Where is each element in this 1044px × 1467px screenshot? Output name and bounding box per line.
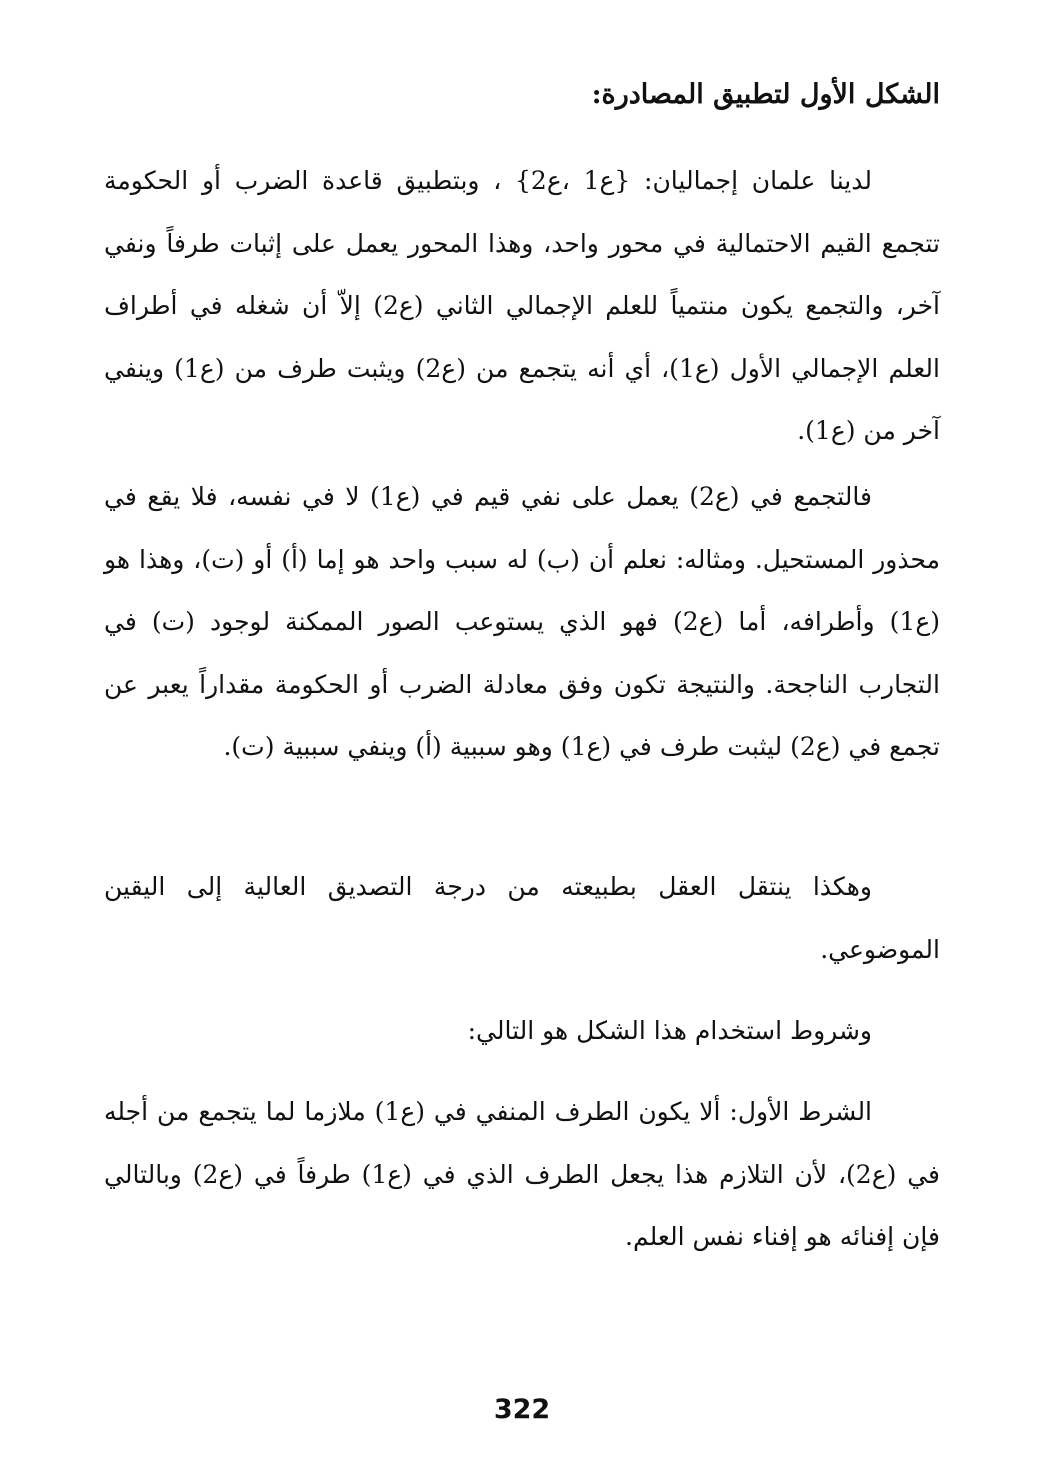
paragraph-2: فالتجمع في (ع2) يعمل على نفي قيم في (ع1) لا في نفسه، فلا يقع في محذور المستحيل. ومثاله: نعلم أن (ب) له سبب واحد هو إما (أ) أو (ت)، وهذا هو (ع1) وأطرافه، أما (ع2) فهو الذي يستوعب الصور الممكنة لوجود (ت) في التجارب الناجحة. والنتيجة تكون وفق معادلة الضرب أو الحكومة مقداراً يعبر عن تجمع في (ع2) ليثبت طرف في (ع1) وهو سببية (أ) وينفي سببية (ت).: [104, 482, 941, 761]
paragraph-5-container: [104, 1081, 940, 1269]
paragraph-1-container: [104, 150, 940, 463]
paragraph-4: وشروط استخدام هذا الشكل هو التالي:: [467, 1016, 872, 1045]
paragraph-2-container: [104, 466, 940, 779]
paragraph-3: وهكذا ينتقل العقل بطبيعته من درجة التصديق العالية إلى اليقين الموضوعي.: [104, 872, 940, 964]
paragraph-4-container: [104, 1000, 940, 1063]
paragraph-3-container: [104, 856, 940, 981]
section-heading: الشكل الأول لتطبيق المصادرة:: [591, 79, 940, 110]
paragraph-5: الشرط الأول: ألا يكون الطرف المنفي في (ع1) ملازما لما يتجمع من أجله في (ع2)، لأن التلازم هذا يجعل الطرف الذي في (ع1) طرفاً في (ع2) وبالتالي فإن إفنائه هو إفناء نفس العلم.: [104, 1097, 940, 1251]
paragraph-1: لدينا علمان إجماليان: {ع1 ،ع2} ، وبتطبيق قاعدة الضرب أو الحكومة تتجمع القيم الاحتمالية في محور واحد، وهذا المحور يعمل على إثبات طرفاً ونفي آخر، والتجمع يكون منتمياً للعلم الإجمالي الثاني (ع2) إلاّ أن شغله في أطراف العلم الإجمالي الأول (ع1)، أي أنه يتجمع من (ع2) ويثبت طرف من (ع1) وينفي آخر من (ع1).: [104, 166, 940, 445]
page-number: 322: [493, 1394, 551, 1425]
